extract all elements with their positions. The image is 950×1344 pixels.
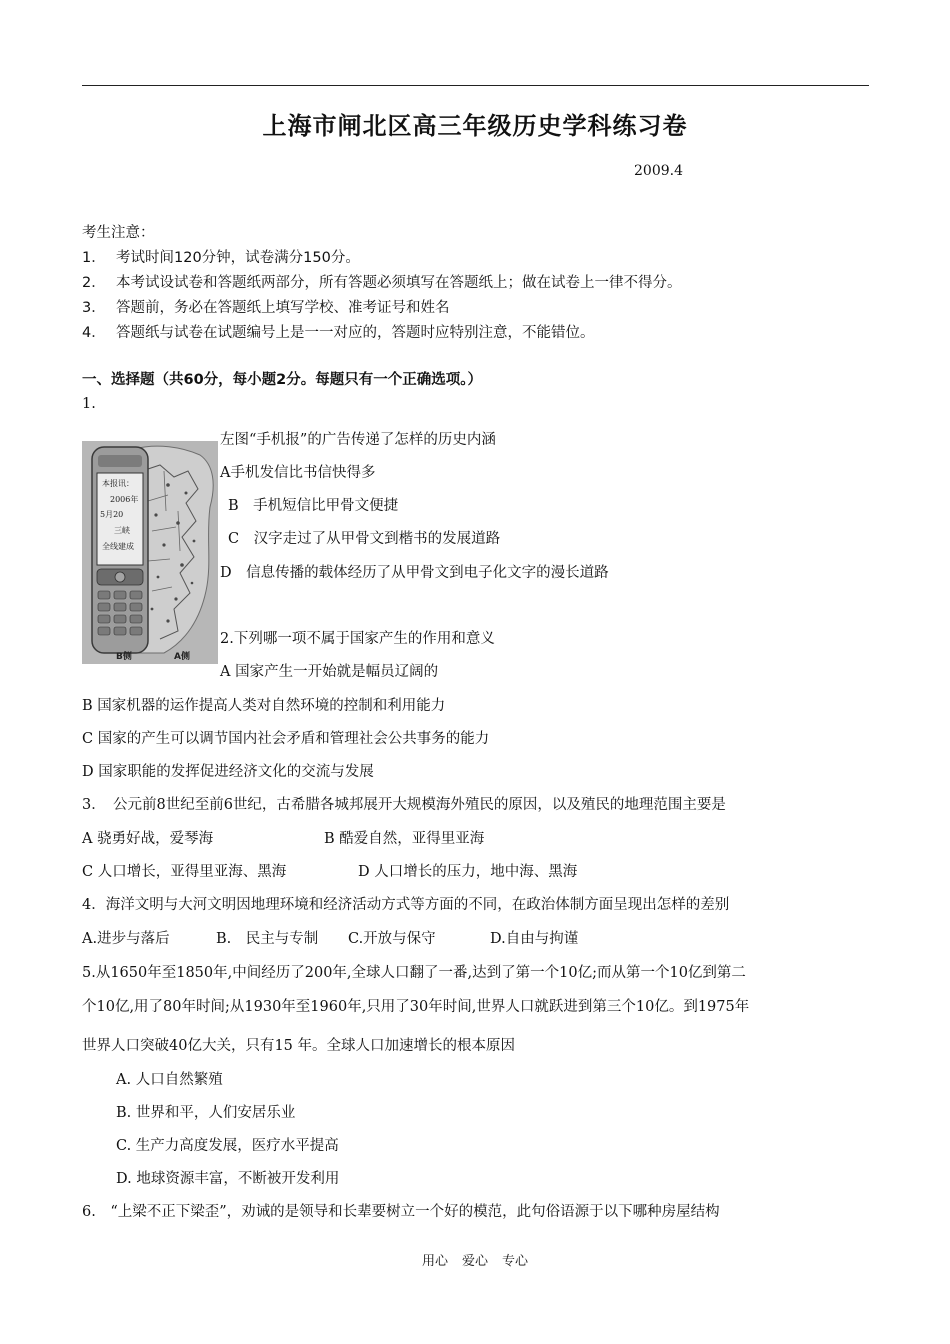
notice-item: 1． 考试时间120分钟，试卷满分150分。 xyxy=(82,250,360,266)
q5-option: B. 世界和平，人们安居乐业 xyxy=(116,1105,296,1121)
page-title: 上海市闸北区高三年级历史学科练习卷 xyxy=(262,112,688,140)
notice-heading: 考生注意： xyxy=(82,225,155,241)
q2-stem: 2.下列哪一项不属于国家产生的作用和意义 xyxy=(220,631,495,647)
phone-screen-line: 三峡 xyxy=(114,526,130,535)
q4-option: D.自由与拘谨 xyxy=(490,931,579,947)
q1-option: C 汉字走过了从甲骨文到楷书的发展道路 xyxy=(228,531,501,547)
q5-option: C. 生产力高度发展，医疗水平提高 xyxy=(116,1138,339,1154)
q4-stem: 4．海洋文明与大河文明因地理环境和经济活动方式等方面的不同，在政治体制方面呈现出怎样的差别 xyxy=(82,897,730,913)
q6-stem: 6. “上梁不正下梁歪”，劝诫的是领导和长辈要树立一个好的模范，此句俗语源于以下哪种房屋结构 xyxy=(82,1204,720,1220)
q2-option: B 国家机器的运作提高人类对自然环境的控制和利用能力 xyxy=(82,698,446,714)
q1-option: B 手机短信比甲骨文便捷 xyxy=(228,498,399,514)
q3-option: B 酷爱自然，亚得里亚海 xyxy=(324,831,485,847)
notice-item: 3． 答题前，务必在答题纸上填写学校、准考证号和姓名 xyxy=(82,300,450,316)
phone-newspaper-image xyxy=(82,441,218,664)
section-heading-choice: 一、选择题（共60分，每小题2分。每题只有一个正确选项。） xyxy=(82,372,483,388)
phone-screen-line: 本报讯： xyxy=(102,479,134,488)
a-side-label: A侧 xyxy=(174,652,190,662)
q3-option: D 人口增长的压力，地中海、黑海 xyxy=(358,864,578,880)
q3-option: A 骁勇好战，爱琴海 xyxy=(82,831,214,847)
q5-option: A. 人口自然繁殖 xyxy=(116,1072,223,1088)
phone-screen-line: 2006年 xyxy=(110,495,139,504)
q4-option: C.开放与保守 xyxy=(348,931,436,947)
page-footer xyxy=(0,1250,950,1269)
q5-option: D. 地球资源丰富，不断被开发利用 xyxy=(116,1171,340,1187)
notice-item: 2． 本考试设试卷和答题纸两部分，所有答题必须填写在答题纸上；做在试卷上一律不得分。 xyxy=(82,275,682,291)
q1-number: 1. xyxy=(82,396,96,412)
q3-option: C 人口增长，亚得里亚海、黑海 xyxy=(82,864,287,880)
q1-option: D 信息传播的载体经历了从甲骨文到电子化文字的漫长道路 xyxy=(220,565,609,581)
q5-stem-line: 世界人口突破40亿大关，只有15 年。全球人口加速增长的根本原因 xyxy=(82,1038,516,1054)
q1-stem: 左图“手机报”的广告传递了怎样的历史内涵 xyxy=(220,432,496,448)
q2-option: A 国家产生一开始就是幅员辽阔的 xyxy=(220,664,439,680)
phone-screen-line: 全线建成 xyxy=(102,542,134,551)
q2-option: D 国家职能的发挥促进经济文化的交流与发展 xyxy=(82,764,374,780)
q5-stem-line: 个10亿,用了80年时间;从1930年至1960年,只用了30年时间,世界人口就跃进到第三个10亿。到1975年 xyxy=(82,999,750,1015)
header-rule xyxy=(82,85,869,86)
q4-option: B. 民主与专制 xyxy=(216,931,319,947)
q1-option: A手机发信比书信快得多 xyxy=(220,465,376,481)
footer-word: 爱心 xyxy=(461,1254,488,1269)
phone-screen-line: 5月20 xyxy=(100,510,124,519)
notice-item: 4． 答题纸与试卷在试题编号上是一一对应的，答题时应特别注意，不能错位。 xyxy=(82,325,595,341)
q2-option: C 国家的产生可以调节国内社会矛盾和管理社会公共事务的能力 xyxy=(82,731,490,747)
footer-word: 用心 xyxy=(421,1254,448,1269)
q3-stem: 3． 公元前8世纪至前6世纪，古希腊各城邦展开大规模海外殖民的原因，以及殖民的地理范围主要是 xyxy=(82,797,726,813)
footer-word: 专心 xyxy=(502,1254,529,1269)
exam-date: 2009.4 xyxy=(634,163,683,179)
q5-stem-line: 5.从1650年至1850年,中间经历了200年,全球人口翻了一番,达到了第一个10亿;而从第一个10亿到第二 xyxy=(82,965,746,981)
q4-option: A.进步与落后 xyxy=(82,931,170,947)
b-side-label: B侧 xyxy=(116,652,132,662)
